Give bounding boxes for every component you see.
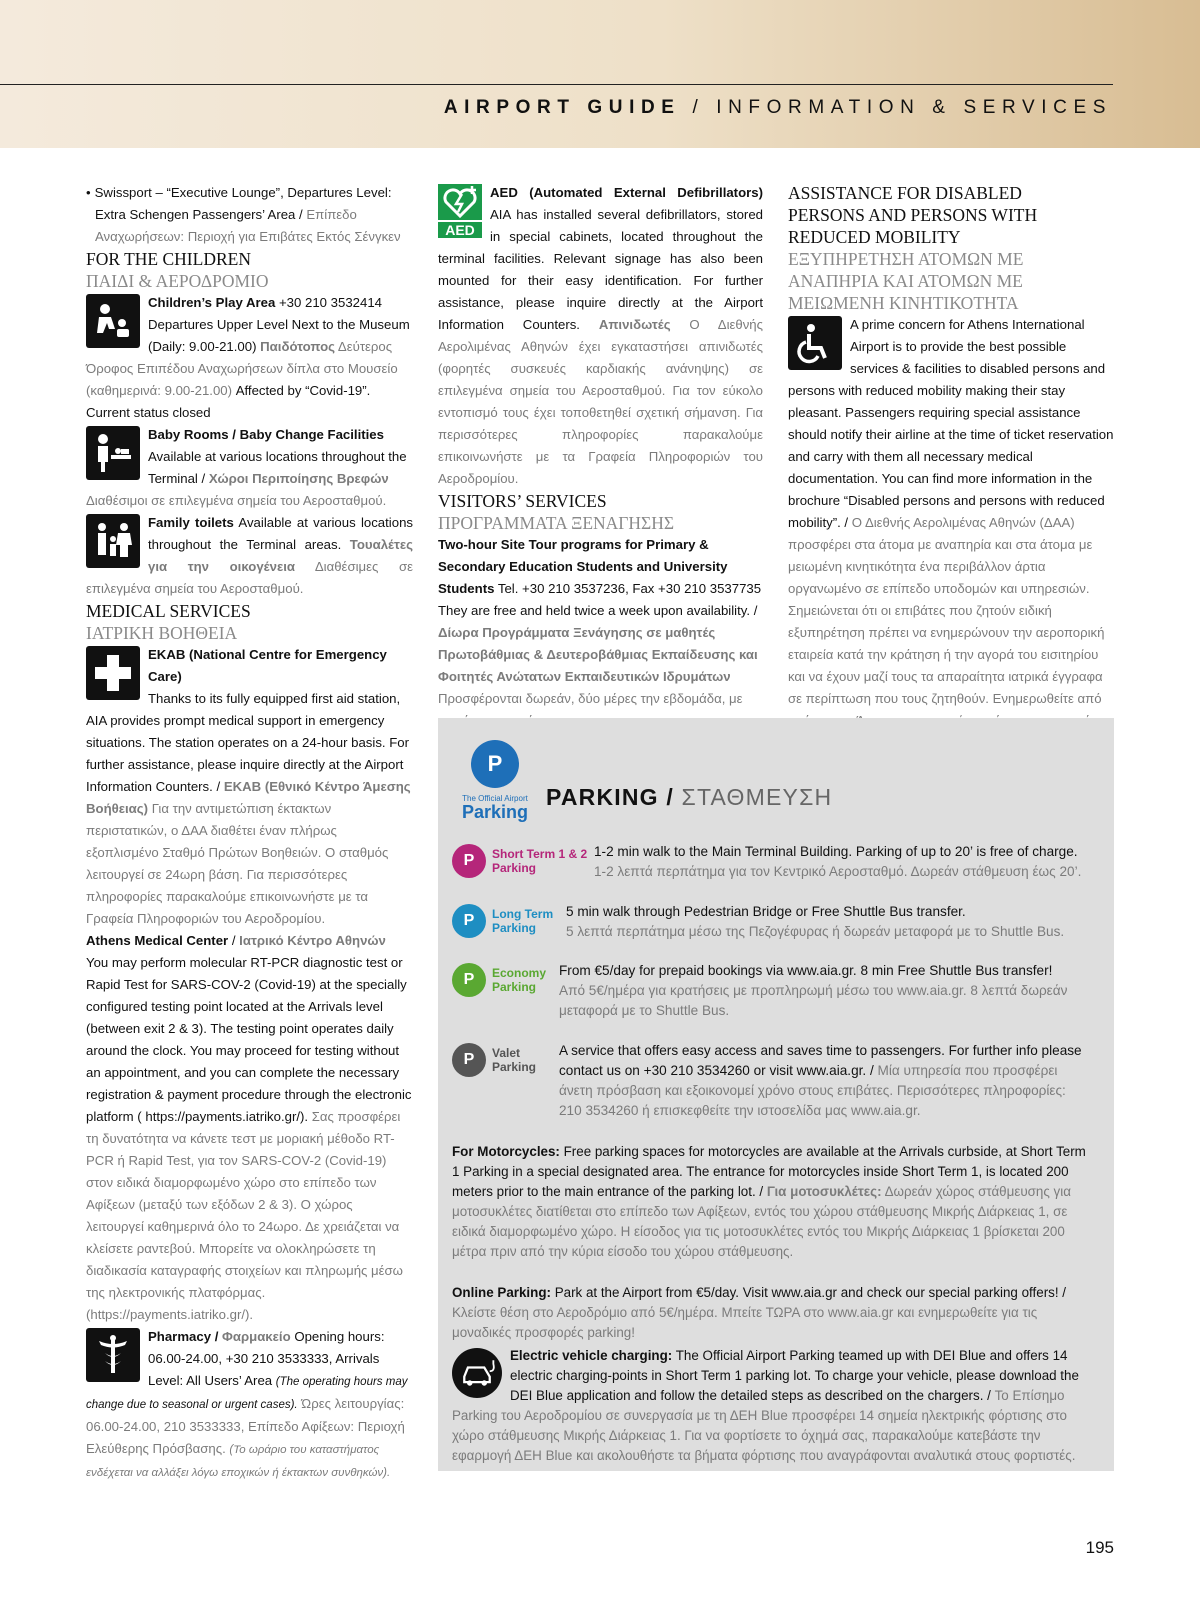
official-parking-logo: P The Official Airport Parking [456,740,534,821]
column-left [86,182,413,1484]
column-right [788,182,1114,754]
motorcycles-paragraph: For Motorcycles: Free parking spaces for motorcycles are available at the Arrivals curbside, at Short Term 1 Parking in a special designated area. The entrance for motorcycles inside Short Term 1, is located 200 meters prior to the main entrance of the parking lot. / Για μοτοσυκλέτες: Δωρεάν χώρος στάθμευσης για μοτοσυκλέτες διατίθεται στο επίπεδο των Αφίξεων, εντός του χώρου στάθμευσης Μικρής Διάρκειας 1, σε ειδικά διαμορφωμένο χώρο. Η είσοδος για τις μοτοσυκλέτες εντός του Μικρής Διάρκειας 1 βρίσκεται 200 μέτρα πριν από την κύρια είσοδο του χώρου στάθμευσης. [452,1144,1086,1259]
parking-p-icon: P [471,740,519,788]
play-area-entry: Children’s Play Area +30 210 3532414 Departures Upper Level Next to the Museum (Daily: 9.00-21.00) Παιδότοπος Δεύτερος Όροφος Επιπέδου Αναχωρήσεων δίπλα στο Μουσείο (καθημερινά: 9.00-21.00) Affected by “Covid-19”. Current status closed [86,295,410,420]
aed-entry: AED AED (Automated External Defibrillators) AIA has installed several defibrillators, stored in special cabinets, located throughout the terminal facilities. Relevant signage has also been mounted for their easy identification. For further assistance, please inquire directly at the Airport Information Counters. Απινιδωτές Ο Διεθνής Αερολιμένας Αθηνών έχει εγκαταστήσει απινιδωτές (φορητές συσκευές καρδιακής ανάνηψης) σε επιλεγμένα σημεία του Αεροσταθμού. Για τον εύκολο εντοπισμό τους έχει τοποθετηθεί σχετική σήμανση. Για περισσότερες πληροφορίες παρακαλούμε επικοινωνήστε με τα Γραφεία Πληροφοριών του Αεροδρομίου. [438,185,763,486]
page-header [0,0,1200,148]
parking-title: PARKING / ΣΤΑΘΜΕΥΣΗ [546,784,833,810]
medical-heading: MEDICAL SERVICES [86,601,251,621]
header-title: AIRPORT GUIDE / INFORMATION & SERVICES [443,97,1112,118]
economy-p-icon: P [452,963,486,997]
children-heading-gr: ΠΑΙΔΙ & ΑΕΡΟΔΡΟΜΙΟ [86,271,269,291]
children-play-icon [86,294,140,348]
wheelchair-icon [788,316,842,370]
site-tour-entry: Two-hour Site Tour programs for Primary & Secondary Education Students and University Students Tel. +30 210 3537236, Fax +30 210 3537735 They are free and held twice a week upon availability. / Δίωρα Προγράμματα Ξενάγησης σε μαθητές Πρωτοβάθμιας & Δευτεροβάθμιας Εκπαίδευσης και Φοιτητές Ανώτατων Εκπαιδευτικών Ιδρυμάτων Προσφέρονται δωρεάν, δύο μέρες την εβδομάδα, με [438,537,762,706]
valet-p-icon: P [452,1043,486,1077]
baby-rooms-entry: Baby Rooms / Baby Change Facilities Available at various locations throughout the Terminal / Χώροι Περιποίησης Βρεφών Διαθέσιμοι σε επιλεγμένα σημεία του Αεροσταθμού. [86,427,407,508]
disabled-heading-gr: ΕΞΥΠΗΡΕΤΗΣΗ ΑΤΟΜΩΝ ΜΕ ΑΝΑΠΗΡΙΑ ΚΑΙ ΑΤΟΜΩΝ ΜΕ ΜΕΙΩΜΕΝΗ ΚΙΝΗΤΙΚΟΤΗΤΑ [788,249,1024,313]
aed-badge-label: AED [438,222,482,238]
family-toilets-entry: Family toilets Available at various locations throughout the Terminal areas. Τουαλέτες για την οικογένεια Διαθέσιμες σε επιλεγμένα σημεία του Αεροσταθμού. [86,515,414,596]
ev-charging-icon [452,1348,502,1398]
valet-badge: P Valet Parking [452,1043,536,1077]
short-term-badge: P Short Term 1 & 2 Parking [452,844,587,878]
family-toilet-icon [86,514,140,568]
disabled-heading: ASSISTANCE FOR DISABLED PERSONS AND PERSONS WITH REDUCED MOBILITY [788,183,1038,247]
header-rule [0,84,1113,85]
swissport-entry: • Swissport – “Executive Lounge”, Departures Level: Extra Schengen Passengers’ Area / Επίπεδο Αναχωρήσεων: Περιοχή για Επιβάτες Εκτός Σένγκεν [86,182,413,248]
online-parking-paragraph: Online Parking: Park at the Airport from €5/day. Visit www.aia.gr and check our special parking offers! / Κλείστε θέση στο Αεροδρόμιο από 5€/ημέρα. Μπείτε ΤΩΡΑ στο www.aia.gr και ενημερωθείτε για τις μοναδικές προσφορές parking! [452,1285,1067,1340]
athens-medical-entry: Athens Medical Center / Ιατρικό Κέντρο Αθηνών You may perform molecular RT-PCR diagnostic test or Rapid Test for SARS-COV-2 (Covid-19) at the specially configured testing point located at the Arrivals level (between exit 2 & 3). The testing point operates daily around the clock. You may proceed for testing without an appointment, and you can complete the necessary registration & payment procedure through the electronic platform ( https://payments.iatriko.gr/). Σας προσφέρει τη δυνατότητα να κάνετε τεστ με μοριακή μέθοδο RT- PCR ή Rapid Test, για τον SARS-COV-2 (Covid-19) στον ειδικά διαμορφωμένο χώρο στο επίπεδο των Αφίξεων (μεταξύ των εξόδων 2 & 3). Ο χώρος λειτουργεί καθημερινά όλο το 24ωρο. Δε χρειάζεται να κλείσετε ραντεβού. Μπορείτε να ολοκληρώσετε τη διαδικασία καταγραφής στοιχείων και πληρωμής μέσω της ηλεκτρονικής πλατφόρμας. (https://payments.iatriko.gr/). [86,933,412,1322]
visitors-heading-gr: ΠΡΟΓΡΑΜΜΑΤΑ ΞΕΝΑΓΗΣΗΣ [438,513,675,533]
long-term-p-icon: P [452,904,486,938]
first-aid-cross-icon [86,646,140,700]
aed-heart-icon [438,184,482,220]
ekab-entry: EKAB (National Centre for Emergency Care) Thanks to its fully equipped first aid station, AIA provides prompt medical support in emergency situations. The station operates on a 24-hour basis. For further assistance, please inquire directly at the Airport Information Counters. / ΕΚΑΒ (Εθνικό Κέντρο Άμεσης Βοήθειας) Για την αντιμετώπιση έκτακτων περιστατικών, ο ΔΑΑ διαθέτει έναν πλήρως εξοπλισμένο Σταθμό Πρώτων Βοηθειών. Ο σταθμός λειτουργεί σε 24ωρη βάση. Για περισσότερες πληροφορίες παρακαλούμε επικοινωνήστε με τα Γραφεία Πληροφοριών του Αεροδρομίου. [86,647,411,926]
long-term-badge: P Long Term Parking [452,904,553,938]
medical-heading-gr: ΙΑΤΡΙΚΗ ΒΟΗΘΕΙΑ [86,623,238,643]
parking-panel: P The Official Airport Parking PARKING / ΣΤΑΘΜΕΥΣΗ P Short Term 1 & 2 Parking 1-2 min walk to the Main Terminal Building. Parking of up to 20’ is free of charge. 1-2 λεπτά περπάτημα για τον Κεντρικό Αεροσταθμό. Δωρεάν στάθμευση έως 20’. P Long Term Parking 5 min walk through Pedestrian Bridge or Free Shuttle Bus transfer. 5 λεπτά περπάτημα μέσω της Πεζογέφυρας ή δωρεάν μεταφορά με το Shuttle Bus. P Economy Parking From €5/day for prepaid bookings via www.aia.gr. 8 min Free Shuttle Bus transfer! Από 5€/ημέρα για κρατήσεις με προπληρωμή μέσω του www.aia.gr. 8 λεπτά δωρεάν μεταφορά με το Shuttle Bus. P Valet Parking A service that offers easy access and saves time to passengers. For further info please contact us on +30 210 3534260 or visit www.aia.gr. / Μία υπηρεσία που προσφέρει άνετη πρόσβαση και εξοικονομεί χρόνο στους επιβάτες. Περισσότερες πληροφορίες: 210 3534260 ή επισκεφθείτε την ιστοσελίδα μας www.aia.gr. For Motorcycles: Free parking spaces for motorcycles are available at the Arrivals curbside, at Short Term 1 Parking in a special designated area. The entrance for motorcycles inside Short Term 1, is located 200 meters prior to the main entrance of the parking lot. / Για μοτοσυκλέτες: Δωρεάν χώρος στάθμευσης για μοτοσυκλέτες διατίθεται στο επίπεδο των Αφίξεων, εντός του χώρου στάθμευσης Μικρής Διάρκειας 1, σε ειδικά διαμορφωμένο χώρο. Η είσοδος για τις μοτοσυκλέτες εντός του Μικρής Διάρκειας 1 βρίσκεται 200 μέτρα πριν από την κύρια είσοδο του χώρου στάθμευσης. Online Parking: Park at the Airport from €5/day. Visit www.aia.gr and check our special parking offers! / Κλείστε θέση στο Αεροδρόμιο από 5€/ημέρα. Μπείτε ΤΩΡΑ στο www.aia.gr και ενημερωθείτε για τις μοναδικές προσφορές parking! Electric vehicle charging: The Official Airport Parking teamed up with DEI Blue and offers 14 electric charging-points in Short Term 1 parking lot. To charge your vehicle, please download the DEI Blue application and follow the detailed steps as described on the chargers. / Το Επίσημο Parking του Αεροδρομίου σε συνεργασία με τη ΔΕΗ Blue προσφέρει 14 σημεία ηλεκτρικής φόρτισης στο χώρο στάθμευσης Μικρής Διάρκειας 1. Για να φορτίσετε το όχημά σας, παρακαλούμε κατεβάστε την εφαρμογή ΔΕΗ Blue και ακολουθήστε τα βήματα φόρτισης που αναγράφονται αναλυτικά στους φορτιστές. [438,718,1114,1471]
ev-charging-paragraph: Electric vehicle charging: The Official Airport Parking teamed up with DEI Blue and offers 14 electric charging-points in Short Term 1 parking lot. To charge your vehicle, please download the DEI Blue application and follow the detailed steps as described on the chargers. / Το Επίσημο Parking του Αεροδρομίου σε συνεργασία με τη ΔΕΗ Blue προσφέρει 14 σημεία ηλεκτρικής φόρτισης στο χώρο στάθμευσης Μικρής Διάρκειας 1. Για να φορτίσετε το όχημά σας, παρακαλούμε κατεβάστε την εφαρμογή ΔΕΗ Blue και ακολουθήστε τα βήματα φόρτισης που αναγράφονται αναλυτικά στους φορτιστές. [452,1348,1079,1463]
baby-change-icon [86,426,140,480]
short-term-p-icon: P [452,844,486,878]
economy-badge: P Economy Parking [452,963,546,997]
children-heading: FOR THE CHILDREN [86,249,251,269]
pharmacy-caduceus-icon [86,1328,140,1382]
disabled-entry: A prime concern for Athens International Airport is to provide the best possible services & facilities to disabled persons and persons with reduced mobility making their stay pleasant. Passengers requiring special assistance should notify their airline at the time of ticket reservation and carry with them all necessary medical documentation. You can find more information in the brochure “Disabled persons and persons with reduced mobility”. / Ο Διεθνής Αερολιμένας Αθηνών (ΔΑΑ) προσφέρει στα άτομα με αναπηρία και στα άτομα με μειωμένη κινητικότητα ένα περιβάλλον άρτια οργανωμένο σε επίπεδο υποδομών και υπηρεσιών. Σημειώνεται ότι οι επιβάτες που ζητούν ειδική εξυπηρέτηση πρέπει να ενημερώνουν την αεροπορική εταιρεία κατά την κράτηση ή την αγορά του εισιτηρίου και να έχουν μαζί τους τα απαραίτητα ιατρικά έγγραφα σε περίπτωση που τους ζητηθούν. Ενημερωθείτε από [788,317,1114,706]
column-middle [438,182,763,732]
visitors-heading: VISITORS’ SERVICES [438,491,607,511]
aed-badge [438,184,482,238]
page-number: 195 [1085,1538,1114,1557]
pharmacy-entry: Pharmacy / Φαρμακείο Opening hours: 06.00-24.00, +30 210 3533333, Arrivals Level: All Users’ Area (The operating hours may change due to seasonal or urgent cases). Ώρες λειτουργίας: 06.00-24.00, 210 3533333, Επίπεδο Αφίξεων: Περιοχή Ελεύθερης Πρόσβασης. (Το ωράριο του καταστήματος ενδέχεται να αλλάξει λόγω εποχικών ή έκτακτων συνθηκών). [86,1329,408,1479]
